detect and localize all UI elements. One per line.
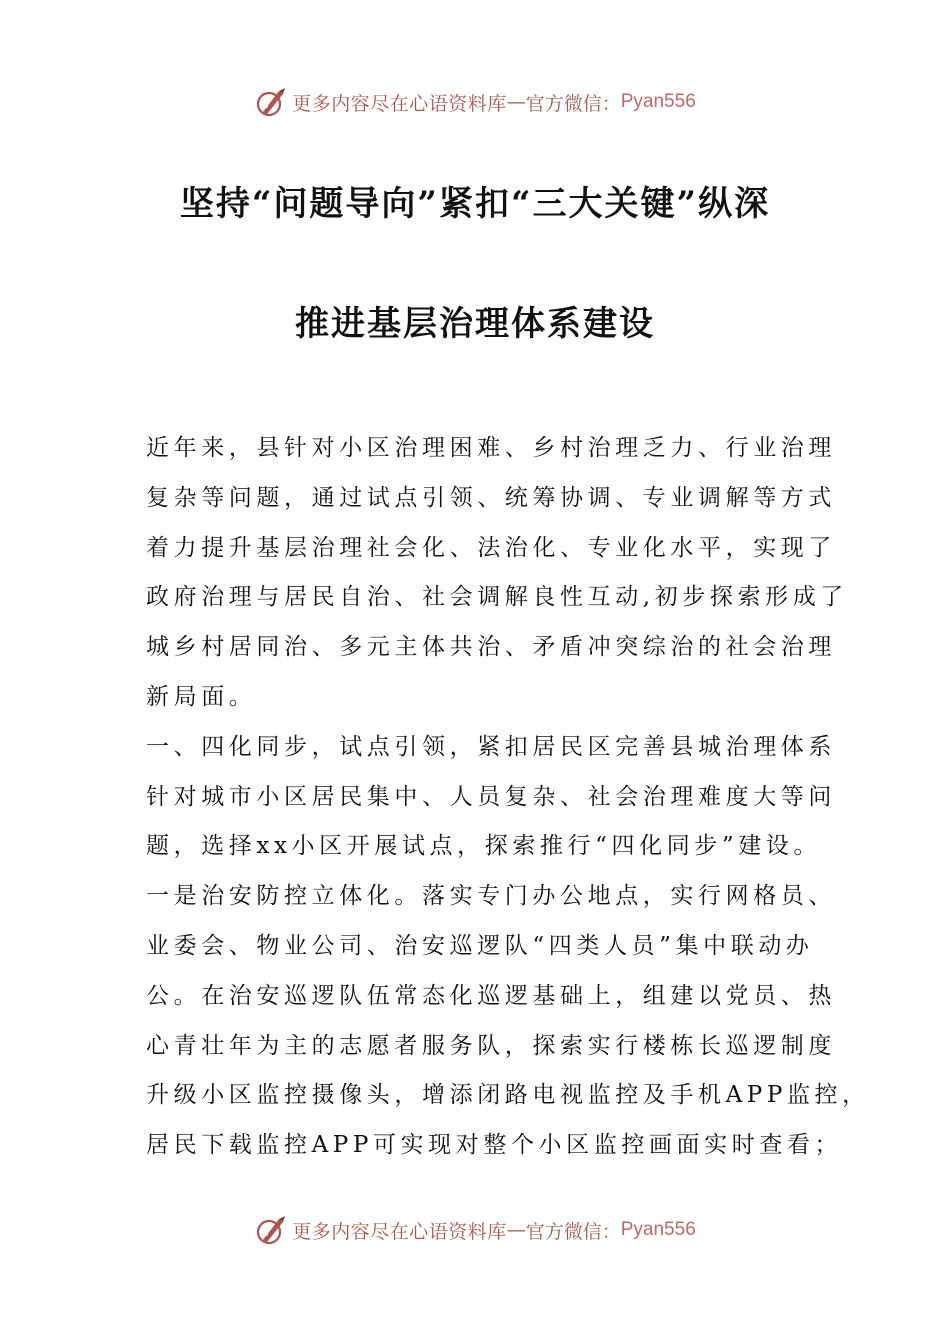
body-line: 居民下载监控APP可实现对整个小区监控画面实时查看； bbox=[146, 1132, 843, 1159]
body-line: 近年来，县针对小区治理困难、乡村治理乏力、行业治理 bbox=[146, 435, 836, 461]
body-line: 城乡村居同治、多元主体共治、矛盾冲突综治的社会治理 bbox=[146, 634, 836, 661]
document-title-line-2: 推进基层治理体系建设 bbox=[295, 304, 655, 344]
body-line: 新局面。 bbox=[146, 683, 257, 710]
watermark-handle: Pyan556 bbox=[620, 1219, 696, 1240]
body-line: 升级小区监控摄像头，增添闭路电视监控及手机APP监控， bbox=[146, 1082, 870, 1109]
header-watermark bbox=[0, 84, 950, 120]
document-body bbox=[146, 424, 870, 1171]
body-line: 心青壮年为主的志愿者服务队，探索实行楼栋长巡逻制度 bbox=[146, 1032, 836, 1059]
watermark-text: 更多内容尽在心语资料库 bbox=[292, 1220, 507, 1243]
quill-pen-logo-icon bbox=[254, 1213, 288, 1247]
body-line: 一是治安防控立体化。落实专门办公地点，实行网格员、 bbox=[146, 883, 836, 910]
body-line: 着力提升基层治理社会化、法治化、专业化水平，实现了 bbox=[146, 534, 836, 561]
footer-watermark bbox=[0, 1212, 950, 1248]
section-heading: 一、四化同步，试点引领，紧扣居民区完善县城治理体系 bbox=[146, 733, 836, 760]
body-line: 政府治理与居民自治、社会调解良性互动,初步探索形成了 bbox=[146, 584, 848, 611]
watermark-separator: — bbox=[506, 1219, 526, 1241]
body-line: 业委会、物业公司、治安巡逻队“四类人员”集中联动办 bbox=[146, 932, 814, 959]
body-line: 复杂等问题，通过试点引领、统筹协调、专业调解等方式 bbox=[146, 484, 836, 511]
watermark-handle: Pyan556 bbox=[620, 91, 696, 112]
document-title-line-1: 坚持“问题导向”紧扣“三大关键”纵深 bbox=[179, 184, 771, 224]
watermark-label: 官方微信： bbox=[525, 1220, 621, 1243]
body-line: 公。在治安巡逻队伍常态化巡逻基础上，组建以党员、热 bbox=[146, 982, 836, 1009]
body-line: 针对城市小区居民集中、人员复杂、社会治理难度大等问 bbox=[146, 783, 836, 810]
body-line: 题，选择xx小区开展试点，探索推行“四化同步”建设。 bbox=[146, 833, 822, 860]
watermark-label: 官方微信： bbox=[525, 92, 621, 115]
quill-pen-logo-icon bbox=[254, 85, 288, 119]
watermark-separator: — bbox=[506, 91, 526, 113]
watermark-text: 更多内容尽在心语资料库 bbox=[292, 92, 507, 115]
